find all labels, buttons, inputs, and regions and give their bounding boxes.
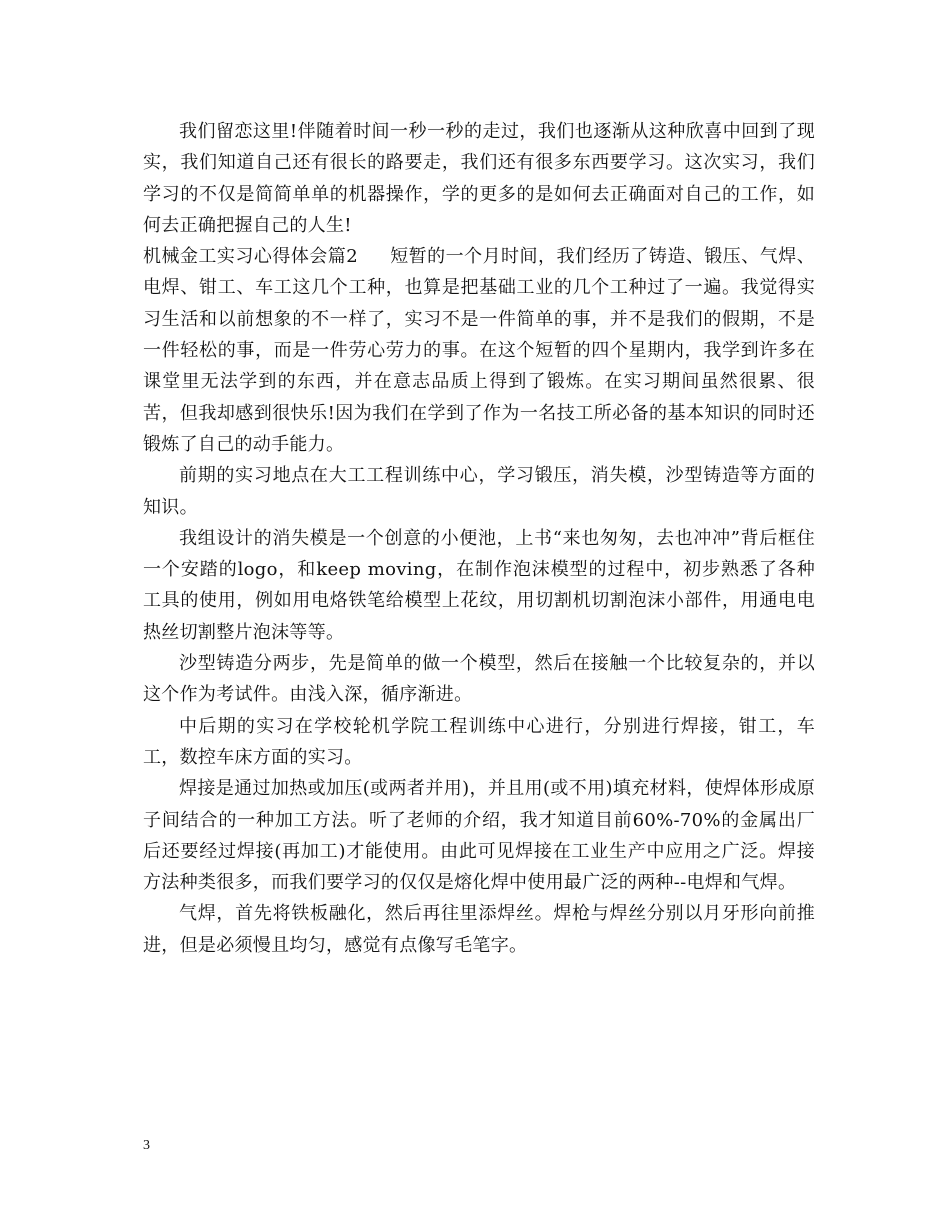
paragraph-6: 中后期的实习在学校轮机学院工程训练中心进行，分别进行焊接，钳工，车工，数控车床方面的实习。 (143, 715, 815, 768)
section-heading: 机械金工实习心得体会篇2 (143, 246, 359, 268)
document-body (143, 116, 815, 961)
paragraph-3: 前期的实习地点在大工工程训练中心，学习锻压，消失模，沙型铸造等方面的知识。 (143, 465, 815, 518)
paragraph-2-text: 短暂的一个月时间，我们经历了铸造、锻压、气焊、电焊、钳工、车工这几个工种，也算是把基础工业的几个工种过了一遍。我觉得实习生活和以前想象的不一样了，实习不是一件简单的事，并不是我们的假期，不是一件轻松的事，而是一件劳心劳力的事。在这个短暂的四个星期内，我学到许多在课堂里无法学到的东西，并在意志品质上得到了锻炼。在实习期间虽然很累、很苦，但我却感到很快乐!因为我们在学到了作为一名技工所必备的基本知识的同时还锻炼了自己的动手能力。 (143, 246, 815, 455)
page-number: 3 (143, 1138, 150, 1153)
paragraph-4: 我组设计的消失模是一个创意的小便池，上书“来也匆匆，去也冲冲”背后框住一个安踏的logo，和keep moving，在制作泡沫模型的过程中，初步熟悉了各种工具的使用，例如用电烙铁笔给模型上花纹，用切割机切割泡沫小部件，用通电电热丝切割整片泡沫等等。 (143, 527, 815, 643)
paragraph-2 (143, 241, 815, 460)
paragraph-5: 沙型铸造分两步，先是简单的做一个模型，然后在接触一个比较复杂的，并以这个作为考试件。由浅入深，循序渐进。 (143, 653, 815, 706)
paragraph-7: 焊接是通过加热或加压(或两者并用)，并且用(或不用)填充材料，使焊体形成原子间结合的一种加工方法。听了老师的介绍，我才知道目前60%-70%的金属出厂后还要经过焊接(再加工)才能使用。由此可见焊接在工业生产中应用之广泛。焊接方法种类很多，而我们要学习的仅仅是熔化焊中使用最广泛的两种--电焊和气焊。 (143, 778, 815, 894)
paragraph-1: 我们留恋这里!伴随着时间一秒一秒的走过，我们也逐渐从这种欣喜中回到了现实，我们知道自己还有很长的路要走，我们还有很多东西要学习。这次实习，我们学习的不仅是简简单单的机器操作，学的更多的是如何去正确面对自己的工作，如何去正确把握自己的人生! (143, 121, 815, 236)
paragraph-8: 气焊，首先将铁板融化，然后再往里添焊丝。焊枪与焊丝分别以月牙形向前推进，但是必须慢且均匀，感觉有点像写毛笔字。 (143, 903, 815, 956)
